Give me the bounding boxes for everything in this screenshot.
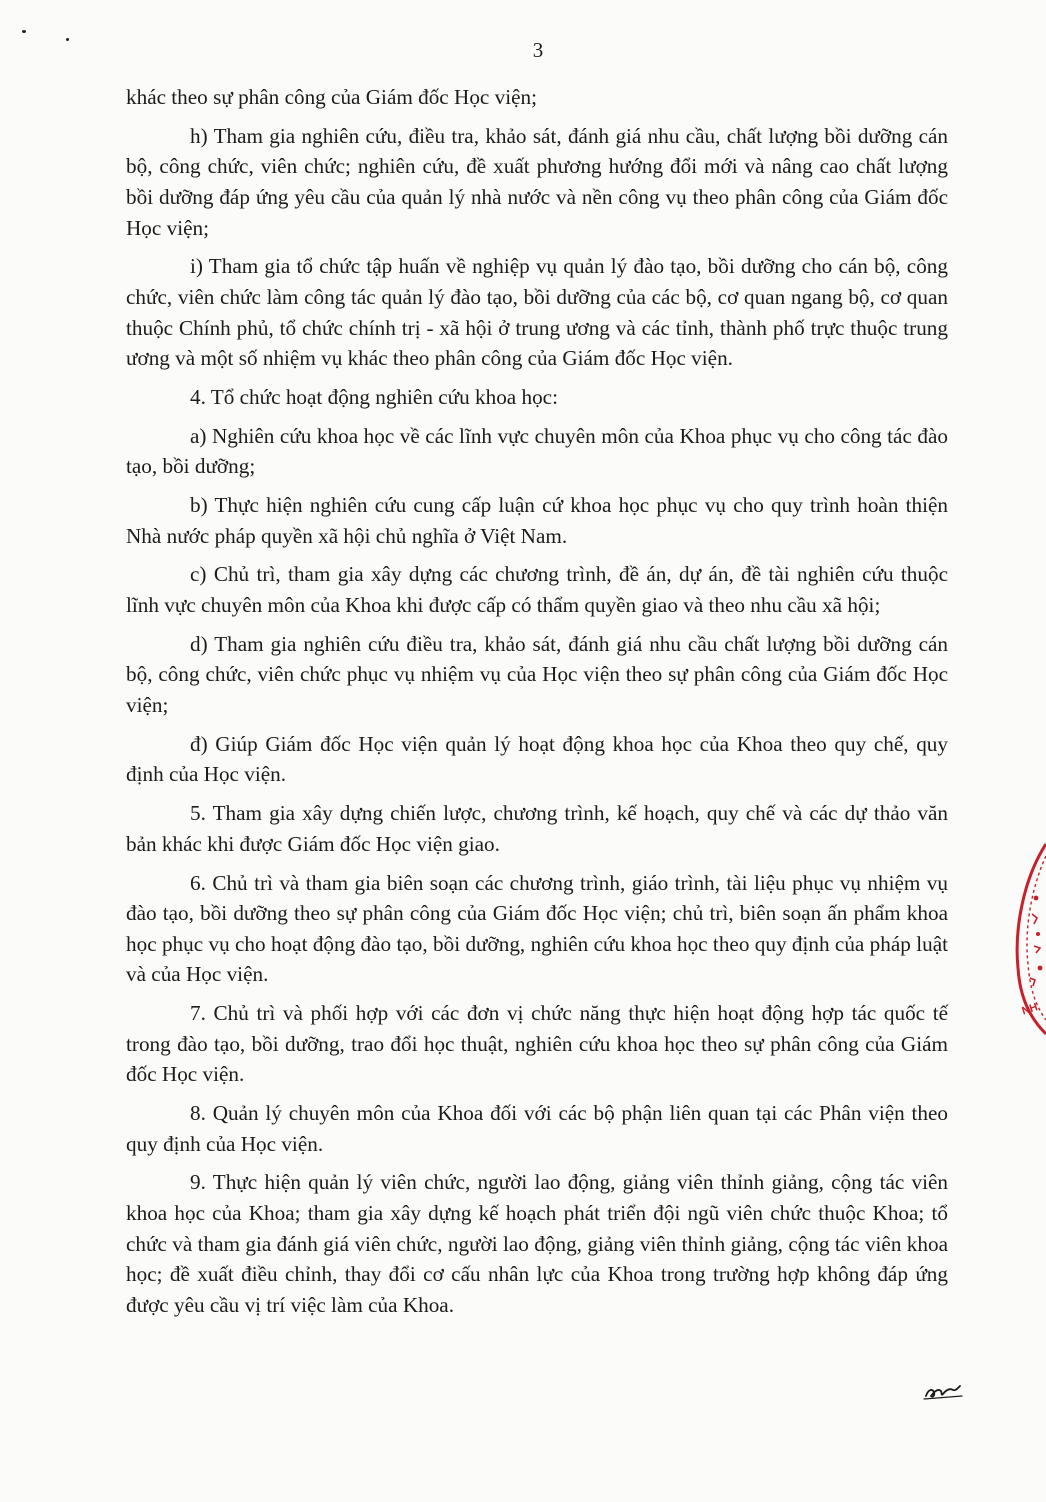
paragraph-section-8: 8. Quản lý chuyên môn của Khoa đối với các bộ phận liên quan tại các Phân viện theo quy định của Học viện.: [126, 1101, 948, 1156]
paragraph-item-4a: a) Nghiên cứu khoa học về các lĩnh vực chuyên môn của Khoa phục vụ cho công tác đào tạo, bồi dưỡng;: [126, 423, 948, 479]
scan-speck: [22, 30, 26, 33]
paragraph-section-4: 4. Tổ chức hoạt động nghiên cứu khoa học:: [190, 384, 558, 409]
paragraph-item-h: h) Tham gia nghiên cứu, điều tra, khảo sát, đánh giá nhu cầu, chất lượng bồi dưỡng cán bộ, công chức, viên chức; nghiên cứu, đề xuất phương hướng đổi mới và nâng cao chất lượng bồi dưỡng đáp ứng yêu cầu của quản lý nhà nước và nền công vụ theo phân công của Giám đốc Học viện;: [126, 123, 948, 240]
paragraph-item-4dd: đ) Giúp Giám đốc Học viện quản lý hoạt động khoa học của Khoa theo quy chế, quy định của Học viện.: [126, 731, 948, 787]
paragraph-section-7: 7. Chủ trì và phối hợp với các đơn vị chức năng thực hiện hoạt động hợp tác quốc tế trong đào tạo, bồi dưỡng, trao đổi học thuật, nghiên cứu khoa học theo sự phân công của Giám đốc Học viện.: [126, 1001, 948, 1087]
paragraph-section-9: 9. Thực hiện quản lý viên chức, người lao động, giảng viên thỉnh giảng, cộng tác viên khoa học của Khoa; tham gia xây dựng kế hoạch phát triển đội ngũ viên chức thuộc Khoa; tổ chức và tham gia đánh giá viên chức, người lao động, giảng viên thỉnh giảng, cộng tác viên khoa học; đề xuất điều chỉnh, thay đổi cơ cấu nhân lực của Khoa trong trường hợp không đáp ứng được yêu cầu vị trí việc làm của Khoa.: [126, 1170, 948, 1317]
paragraph-section-6: 6. Chủ trì và tham gia biên soạn các chương trình, giáo trình, tài liệu phục vụ nhiệm vụ đào tạo, bồi dưỡng theo sự phân công của Giám đốc Học viện; chủ trì, biên soạn ấn phẩm khoa học phục vụ cho hoạt động đào tạo, bồi dưỡng, nghiên cứu khoa học theo quy định của pháp luật và của Học viện.: [126, 870, 948, 987]
paragraph-item-4d: d) Tham gia nghiên cứu điều tra, khảo sát, đánh giá nhu cầu chất lượng bồi dưỡng cán bộ, công chức, viên chức phục vụ nhiệm vụ của Học viện theo sự phân công của Giám đốc Học viện;: [126, 631, 948, 717]
paragraph-section-5: 5. Tham gia xây dựng chiến lược, chương trình, kế hoạch, quy chế và các dự thảo văn bản khác khi được Giám đốc Học viện giao.: [126, 801, 948, 856]
partial-red-stamp: [1006, 838, 1046, 1038]
paragraph-item-4b: b) Thực hiện nghiên cứu cung cấp luận cứ khoa học phục vụ cho quy trình hoàn thiện Nhà nước pháp quyền xã hội chủ nghĩa ở Việt Nam.: [126, 493, 948, 548]
paragraph-item-4c: c) Chủ trì, tham gia xây dựng các chương trình, đề án, dự án, đề tài nghiên cứu thuộc lĩnh vực chuyên môn của Khoa khi được cấp có thẩm quyền giao và theo nhu cầu xã hội;: [126, 562, 948, 618]
paragraph-item-i: i) Tham gia tổ chức tập huấn về nghiệp vụ quản lý đào tạo, bồi dưỡng cho cán bộ, công chức, viên chức làm công tác quản lý đào tạo, bồi dưỡng của các bộ, cơ quan ngang bộ, cơ quan thuộc Chính phủ, tổ chức chính trị - xã hội ở trung ương và các tỉnh, thành phố trực thuộc trung ương và một số nhiệm vụ khác theo phân công của Giám đốc Học viện.: [126, 254, 948, 371]
page-number: 3: [532, 38, 544, 62]
paragraph-continuation: khác theo sự phân công của Giám đốc Học viện;: [126, 85, 537, 109]
document-body: [126, 82, 948, 1329]
initials-signature: [922, 1376, 964, 1402]
svg-text:NH: NH: [1020, 1001, 1040, 1018]
